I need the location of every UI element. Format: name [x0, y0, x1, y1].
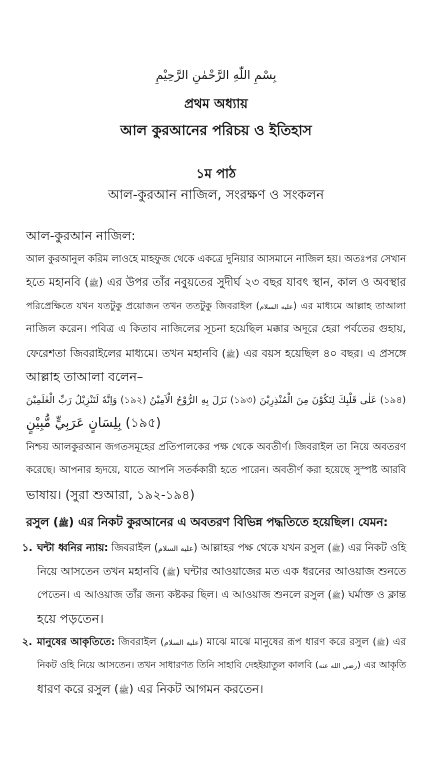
- method-number: ২.: [22, 636, 33, 648]
- honorific-glyph: رضي الله عنه: [318, 662, 358, 670]
- text-segment: ) এর: [385, 636, 406, 648]
- text-line: [26, 459, 406, 483]
- lesson-label: ১ম পাঠ: [196, 167, 236, 182]
- text-line: [26, 318, 406, 342]
- text-segment: আল্লাহ তাআলা বলেন–: [26, 369, 144, 384]
- text-segment: জিবরাইল (: [118, 636, 165, 648]
- text-line: [22, 631, 406, 655]
- text-segment: নিশ্চয় আলকুরআন জগতসমূহের প্রতিপালকের পক্ষ থেকে অবতীর্ণ। জিবরাইল তা নিয়ে অবতরণ: [26, 441, 406, 453]
- method-title: ঘন্টা ধ্বনির ন্যায়:: [37, 541, 109, 554]
- text-line: [37, 584, 406, 608]
- text-segment: ) এর উপর তাঁর নবুয়তের সুদীর্ঘ ২৩ বছর যাবৎ স্থান, কাল ও অবস্থার: [98, 276, 406, 289]
- text-line: [26, 248, 406, 272]
- text-line: [26, 365, 406, 389]
- text-segment: ) এর আকৃতি: [357, 660, 406, 671]
- text-line: [37, 654, 406, 678]
- text-line: بِلِسَانٍ عَرَبِيٍّ مُّبِيْنٍ (১৯৫): [26, 416, 161, 431]
- text-segment: ) মাঝে মাঝে মানুষের রূপ ধারণ করে রসুল (: [199, 636, 377, 648]
- lesson-title: আল-কুরআন নাজিল, সংরক্ষণ ও সংকলন: [108, 188, 324, 203]
- text-segment: ফেরেশতা জিবরাইলের মাধ্যমে। তখন মহানবি (: [26, 346, 226, 360]
- method-title: মানুষের আকৃতিতে:: [37, 636, 116, 648]
- text-segment: আল কুরআনুল করিম লাওহে মাহফুজ থেকে একত্রে দুনিয়ার আসমানে নাজিল হয়। অতঃপর সেখান: [26, 253, 406, 265]
- honorific-glyph: ﷺ: [331, 543, 341, 553]
- honorific-glyph: ﷺ: [331, 590, 341, 600]
- text-segment: হয়ে পড়তেন।: [37, 611, 104, 626]
- method-item-1: [22, 537, 407, 631]
- text-segment: ) এর নিকট কুরআনের এ অবতরণ বিভিন্ন পদ্ধতিতে হয়েছিল। যেমন:: [68, 515, 388, 529]
- honorific-glyph: عليه السلام: [164, 637, 200, 647]
- text-segment: ) ঘন্টার আওয়াজের মত এক ধরনের আওয়াজ শুনতে: [175, 565, 407, 578]
- text-segment: ) এর মাধ্যমে আল্লাহ তাআলা: [293, 300, 406, 312]
- honorific-glyph: ﷺ: [58, 518, 69, 528]
- text-segment: ) ঘর্মাক্ত ও ক্লান্ত: [340, 588, 406, 601]
- method-number: ১.: [22, 541, 33, 554]
- text-segment: পেতেন। এ আওয়াজ তাঁর জন্য কষ্টকর ছিল। এ আওয়াজ শুনলে রসুল (: [37, 588, 332, 601]
- text-segment: ) এর বয়স হয়েছিল ৪০ বছর। এ প্রসঙ্গে: [235, 346, 406, 360]
- text-segment: নিয়ে আসতেন তখন মহানবি (: [37, 565, 167, 578]
- text-segment: ) এর নিকট ওহি: [340, 541, 406, 554]
- page-body: [22, 224, 407, 701]
- methods-intro: [26, 511, 406, 535]
- text-segment: নিকট ওহি নিয়ে আসতেন। তখন সাধারণত তিনি সাহাবি দেহইয়াতুল কালবি (: [37, 660, 319, 671]
- text-line: [37, 560, 406, 584]
- text-line: [37, 607, 406, 631]
- chapter-label: প্রথম অধ্যায়: [184, 97, 248, 112]
- text-segment: নাজিল করেন। পবিত্র এ কিতাব নাজিলের সূচনা হয়েছিল মক্কার অদূরে হেরা পর্বতের গুহায়,: [26, 323, 406, 335]
- text-line: [22, 537, 406, 561]
- honorific-glyph: ﷺ: [166, 568, 176, 577]
- intro-paragraph: [26, 248, 406, 389]
- honorific-glyph: ﷺ: [225, 349, 236, 359]
- text-segment: ধারণ করে রসুল (: [37, 681, 119, 696]
- text-segment: ভাষায়। (সুরা শুআরা, ১৯২-১৯৪): [26, 486, 195, 502]
- honorific-glyph: ﷺ: [376, 637, 386, 647]
- honorific-glyph: ﷺ: [118, 684, 129, 695]
- text-line: [26, 483, 406, 507]
- text-line: [26, 511, 406, 535]
- text-line: وَاِنَّهٗ لَتَنْزِيْلُ رَبِّ الْعٰلَمِيْنَ (১৯২) نَزَلَ بِهِ الرُّوْحُ الْاَمِيْنُ (১৯৩) عَلٰى قَلْبِكَ لِتَكُوْنَ مِنَ الْمُنْذِرِيْنَ (১৯৪): [26, 394, 406, 406]
- honorific-glyph: عليه السلام: [158, 543, 194, 553]
- text-segment: রসুল (: [26, 515, 59, 529]
- text-line: [26, 295, 406, 319]
- chapter-title: আল কুরআনের পরিচয় ও ইতিহাস: [120, 123, 312, 139]
- section-heading: আল-কুরআন নাজিল:: [26, 228, 136, 243]
- text-segment: পরিপ্রেক্ষিতে যখন যতটুকু প্রয়োজন তখন ততটুকু জিবরাইল (: [26, 300, 260, 312]
- text-line: [26, 436, 406, 460]
- text-segment: ) এর নিকট আগমন করতেন।: [128, 681, 264, 696]
- text-segment: ) আল্লাহর পক্ষ থেকে যখন রসুল (: [193, 541, 332, 554]
- text-line: [26, 342, 406, 366]
- text-segment: জিবরাইল (: [111, 541, 159, 554]
- verse-translation: [26, 436, 406, 507]
- text-segment: করেছে। আপনার হৃদয়ে, যাতে আপনি সতর্ককারী হতে পারেন। অবতীর্ণ করা হয়েছে সুস্পষ্ট আরবি: [26, 465, 406, 476]
- text-line: [26, 271, 406, 295]
- text-line: [37, 678, 406, 702]
- honorific-glyph: عليه السلام: [259, 302, 294, 311]
- quran-verse: [26, 389, 406, 436]
- honorific-glyph: ﷺ: [88, 278, 99, 288]
- method-item-2: [22, 631, 406, 702]
- bismillah-calligraphy: بِسْمِ اللّٰهِ الرَّحْمٰنِ الرَّحِيْمِ: [155, 68, 277, 82]
- text-segment: হতে মহানবি (: [26, 276, 89, 289]
